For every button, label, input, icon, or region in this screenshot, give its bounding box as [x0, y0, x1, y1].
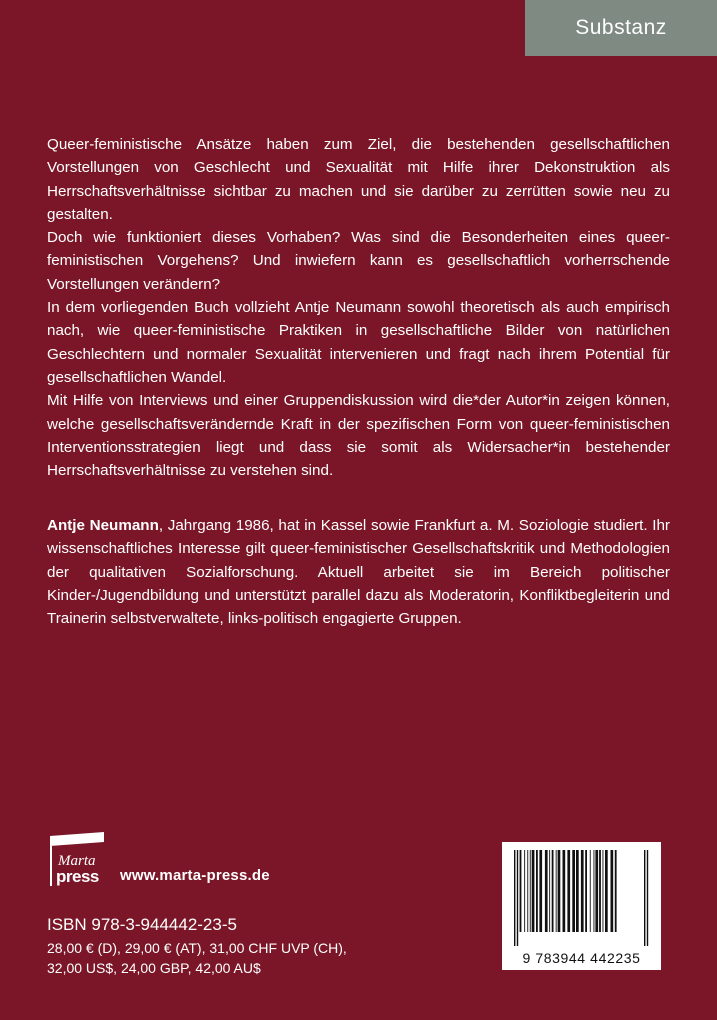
author-bio — [47, 514, 670, 630]
logo-word-marta: Marta — [58, 853, 96, 869]
blurb-paragraph: Mit Hilfe von Interviews und einer Gruppendiskussion wird die*der Autor*in zeigen können, welche gesellschaftsverändernde Kraft in der spezifischen Form von queer-feministischen Interventionsstrategien liegt und dass sie somit als Widersacher*in bestehender Herrschaftsverhältnisse zu verstehen sind. — [47, 392, 670, 480]
logo-word-press: press — [56, 867, 99, 886]
blurb-paragraph: Doch wie funktioniert dieses Vorhaben? Was sind die Besonderheiten eines queer-feministischen Vorgehens? Und inwiefern kann es gesellschaftlich vorherrschende Vorstellungen verändern? — [47, 229, 670, 293]
barcode-bar — [524, 850, 525, 932]
price-line: 28,00 € (D), 29,00 € (AT), 31,00 CHF UVP (CH), — [47, 940, 347, 956]
barcode-bar — [552, 850, 554, 932]
author-bio-text: , Jahrgang 1986, hat in Kassel sowie Frankfurt a. M. Soziologie studiert. Ihr wissenschaftliches Interesse gilt queer-feministischer Gesellschaftskritik und Methodologien der qualitativen Sozialforschung. Aktuell arbeitet sie im Bereich politischer Kinder-/Jugendbildung und unterstützt parallel dazu als Moderatorin, Konfliktbegleiterin und Trainerin selbstverwaltete, links-politisch engagierte Gruppen. — [47, 517, 670, 628]
barcode-bar — [545, 850, 548, 932]
barcode-bar — [594, 850, 595, 932]
barcode-bar — [595, 850, 598, 932]
barcode-bar — [532, 850, 535, 932]
barcode-bar — [611, 850, 614, 932]
barcode-bar — [539, 850, 542, 932]
barcode-bar — [615, 850, 617, 932]
barcode-bars — [512, 850, 651, 946]
series-label: Substanz — [525, 0, 717, 56]
barcode-bar — [603, 850, 604, 932]
barcode-bar — [605, 850, 608, 932]
barcode-bar — [647, 850, 648, 946]
barcode-bar — [527, 850, 528, 932]
barcode-bar — [517, 850, 518, 946]
blurb-text — [47, 133, 670, 482]
barcode-digits: 9 783944 442235 — [522, 950, 641, 966]
barcode-bar — [563, 850, 566, 932]
isbn: ISBN 978-3-944442-23-5 — [47, 915, 237, 934]
barcode-bar — [536, 850, 538, 932]
barcode-bar — [599, 850, 601, 932]
barcode-bar — [576, 850, 579, 932]
author-name: Antje Neumann — [47, 517, 159, 534]
barcode-bar — [590, 850, 591, 932]
barcode-bar — [644, 850, 645, 946]
barcode-bar — [549, 850, 550, 932]
price-line: 32,00 US$, 24,00 GBP, 42,00 AU$ — [47, 960, 261, 976]
barcode-bar — [585, 850, 587, 932]
price-block — [47, 914, 347, 978]
publisher-block — [46, 832, 270, 888]
barcode — [502, 842, 661, 970]
barcode-bar — [514, 850, 515, 946]
barcode-bar — [581, 850, 584, 932]
barcode-bar — [520, 850, 522, 932]
barcode-bar — [572, 850, 575, 932]
barcode-bar — [558, 850, 561, 932]
blurb-paragraph: Queer-feministische Ansätze haben zum Ziel, die bestehenden gesellschaftlichen Vorstellungen von Geschlecht und Sexualität mit Hilfe ihrer Dekonstruktion als Herrschaftsverhältnisse sichtbar zu machen und sie darüber zu zerrütten sowie neu zu gestalten. — [47, 136, 670, 223]
barcode-bar — [556, 850, 557, 932]
publisher-url[interactable]: www.marta-press.de — [120, 867, 270, 884]
barcode-bar — [567, 850, 570, 932]
barcode-bar — [530, 850, 531, 932]
blurb-paragraph: In dem vorliegenden Buch vollzieht Antje Neumann sowohl theoretisch als auch empirisch nach, wie queer-feministische Praktiken in gesellschaftliche Bilder von natürlichen Geschlechtern und normaler Sexualität intervenieren und fragt nach ihrem Potential für gesellschaftlichen Wandel. — [47, 299, 670, 386]
marta-press-logo — [46, 832, 108, 888]
